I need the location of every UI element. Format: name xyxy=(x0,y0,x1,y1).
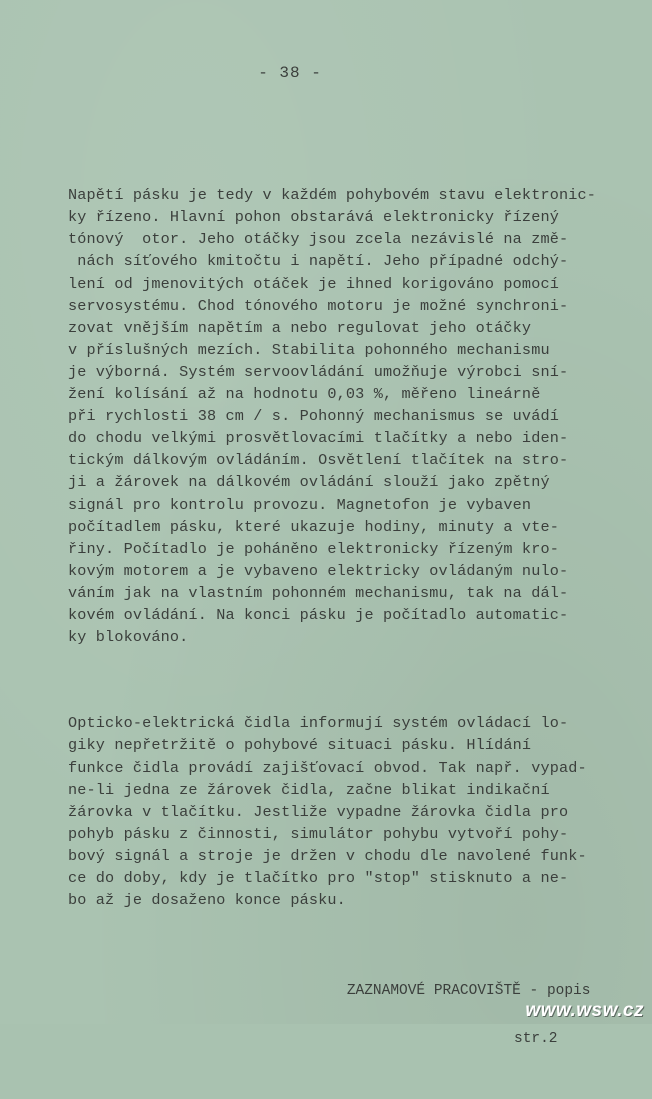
text-line: giky nepřetržitě o pohybové situaci pásku. Hlídání xyxy=(68,736,532,755)
paragraph-2 xyxy=(68,712,628,911)
text-line: žárovka v tlačítku. Jestliže vypadne žárovka čidla pro xyxy=(68,802,569,821)
footer xyxy=(312,955,590,1099)
text-line: Opticko-elektrická čidla informují systém ovládací lo- xyxy=(68,714,569,733)
text-line: řiny. Počítadlo je poháněno elektronicky řízeným kro- xyxy=(68,539,559,558)
watermark-logo: www.wsw.cz xyxy=(525,1000,644,1021)
text-line: do chodu velkými prosvětlovacími tlačítky a nebo iden- xyxy=(68,429,569,448)
text-line: ji a žárovek na dálkovém ovládání slouží jako zpětný xyxy=(68,473,550,492)
text-line: v příslušných mezích. Stabilita pohonného mechanismu xyxy=(68,340,550,359)
text-line: signál pro kontrolu provozu. Magnetofon je vybaven xyxy=(68,495,532,514)
text-line: zovat vnějším napětím a nebo regulovat jeho otáčky xyxy=(68,318,532,337)
text-line: servosystému. Chod tónového motoru je možné synchroni- xyxy=(68,296,569,315)
text-line: pohyb pásku z činnosti, simulátor pohybu vytvoří pohy- xyxy=(68,824,569,843)
text-line: lení od jmenovitých otáček je ihned korigováno pomocí xyxy=(68,274,559,293)
text-line: ne-li jedna ze žárovek čidla, začne blikat indikační xyxy=(68,780,550,799)
text-line: tónový otor. Jeho otáčky jsou zcela nezávislé na změ- xyxy=(68,230,569,249)
text-line: kovém ovládání. Na konci pásku je počítadlo automatic- xyxy=(68,605,569,624)
text-line: při rychlosti 38 cm / s. Pohonný mechanismus se uvádí xyxy=(68,407,559,426)
footer-page-ref: str.2 xyxy=(514,1031,558,1047)
text-line: kovým motorem a je vybaveno elektricky ovládaným nulo- xyxy=(68,561,569,580)
text-line: ce do doby, kdy je tlačítko pro "stop" stisknuto a ne- xyxy=(68,869,569,887)
text-line: tickým dálkovým ovládáním. Osvětlení tlačítek na stro- xyxy=(68,451,569,470)
text-line: bo až je dosaženo konce pásku. xyxy=(68,891,346,910)
text-line: funkce čidla provádí zajišťovací obvod. Tak např. vypad- xyxy=(68,758,587,777)
text-line: ky řízeno. Hlavní pohon obstarává elektronicky řízený xyxy=(68,208,559,227)
text-line: žení kolísání až na hodnotu 0,03 %, měřeno lineárně xyxy=(68,385,541,404)
text-line: ky blokováno. xyxy=(68,628,189,647)
text-line: bový signál a stroje je držen v chodu dle navolené funk- xyxy=(68,846,587,865)
footer-title: ZAZNAMOVÉ PRACOVIŠTĚ - popis xyxy=(346,983,591,999)
text-line: nách síťového kmitočtu i napětí. Jeho případné odchý- xyxy=(68,252,569,271)
text-line: počítadlem pásku, které ukazuje hodiny, minuty a vte- xyxy=(68,517,559,536)
page-number: - 38 - xyxy=(258,64,322,82)
text-line: váním jak na vlastním pohonném mechanismu, tak na dál- xyxy=(68,583,569,602)
paragraph-1 xyxy=(68,184,628,648)
text-line: Napětí pásku je tedy v každém pohybovém stavu elektronic- xyxy=(68,186,597,205)
text-line: je výborná. Systém servoovládání umožňuje výrobci sní- xyxy=(68,362,569,381)
body-text xyxy=(68,140,628,955)
